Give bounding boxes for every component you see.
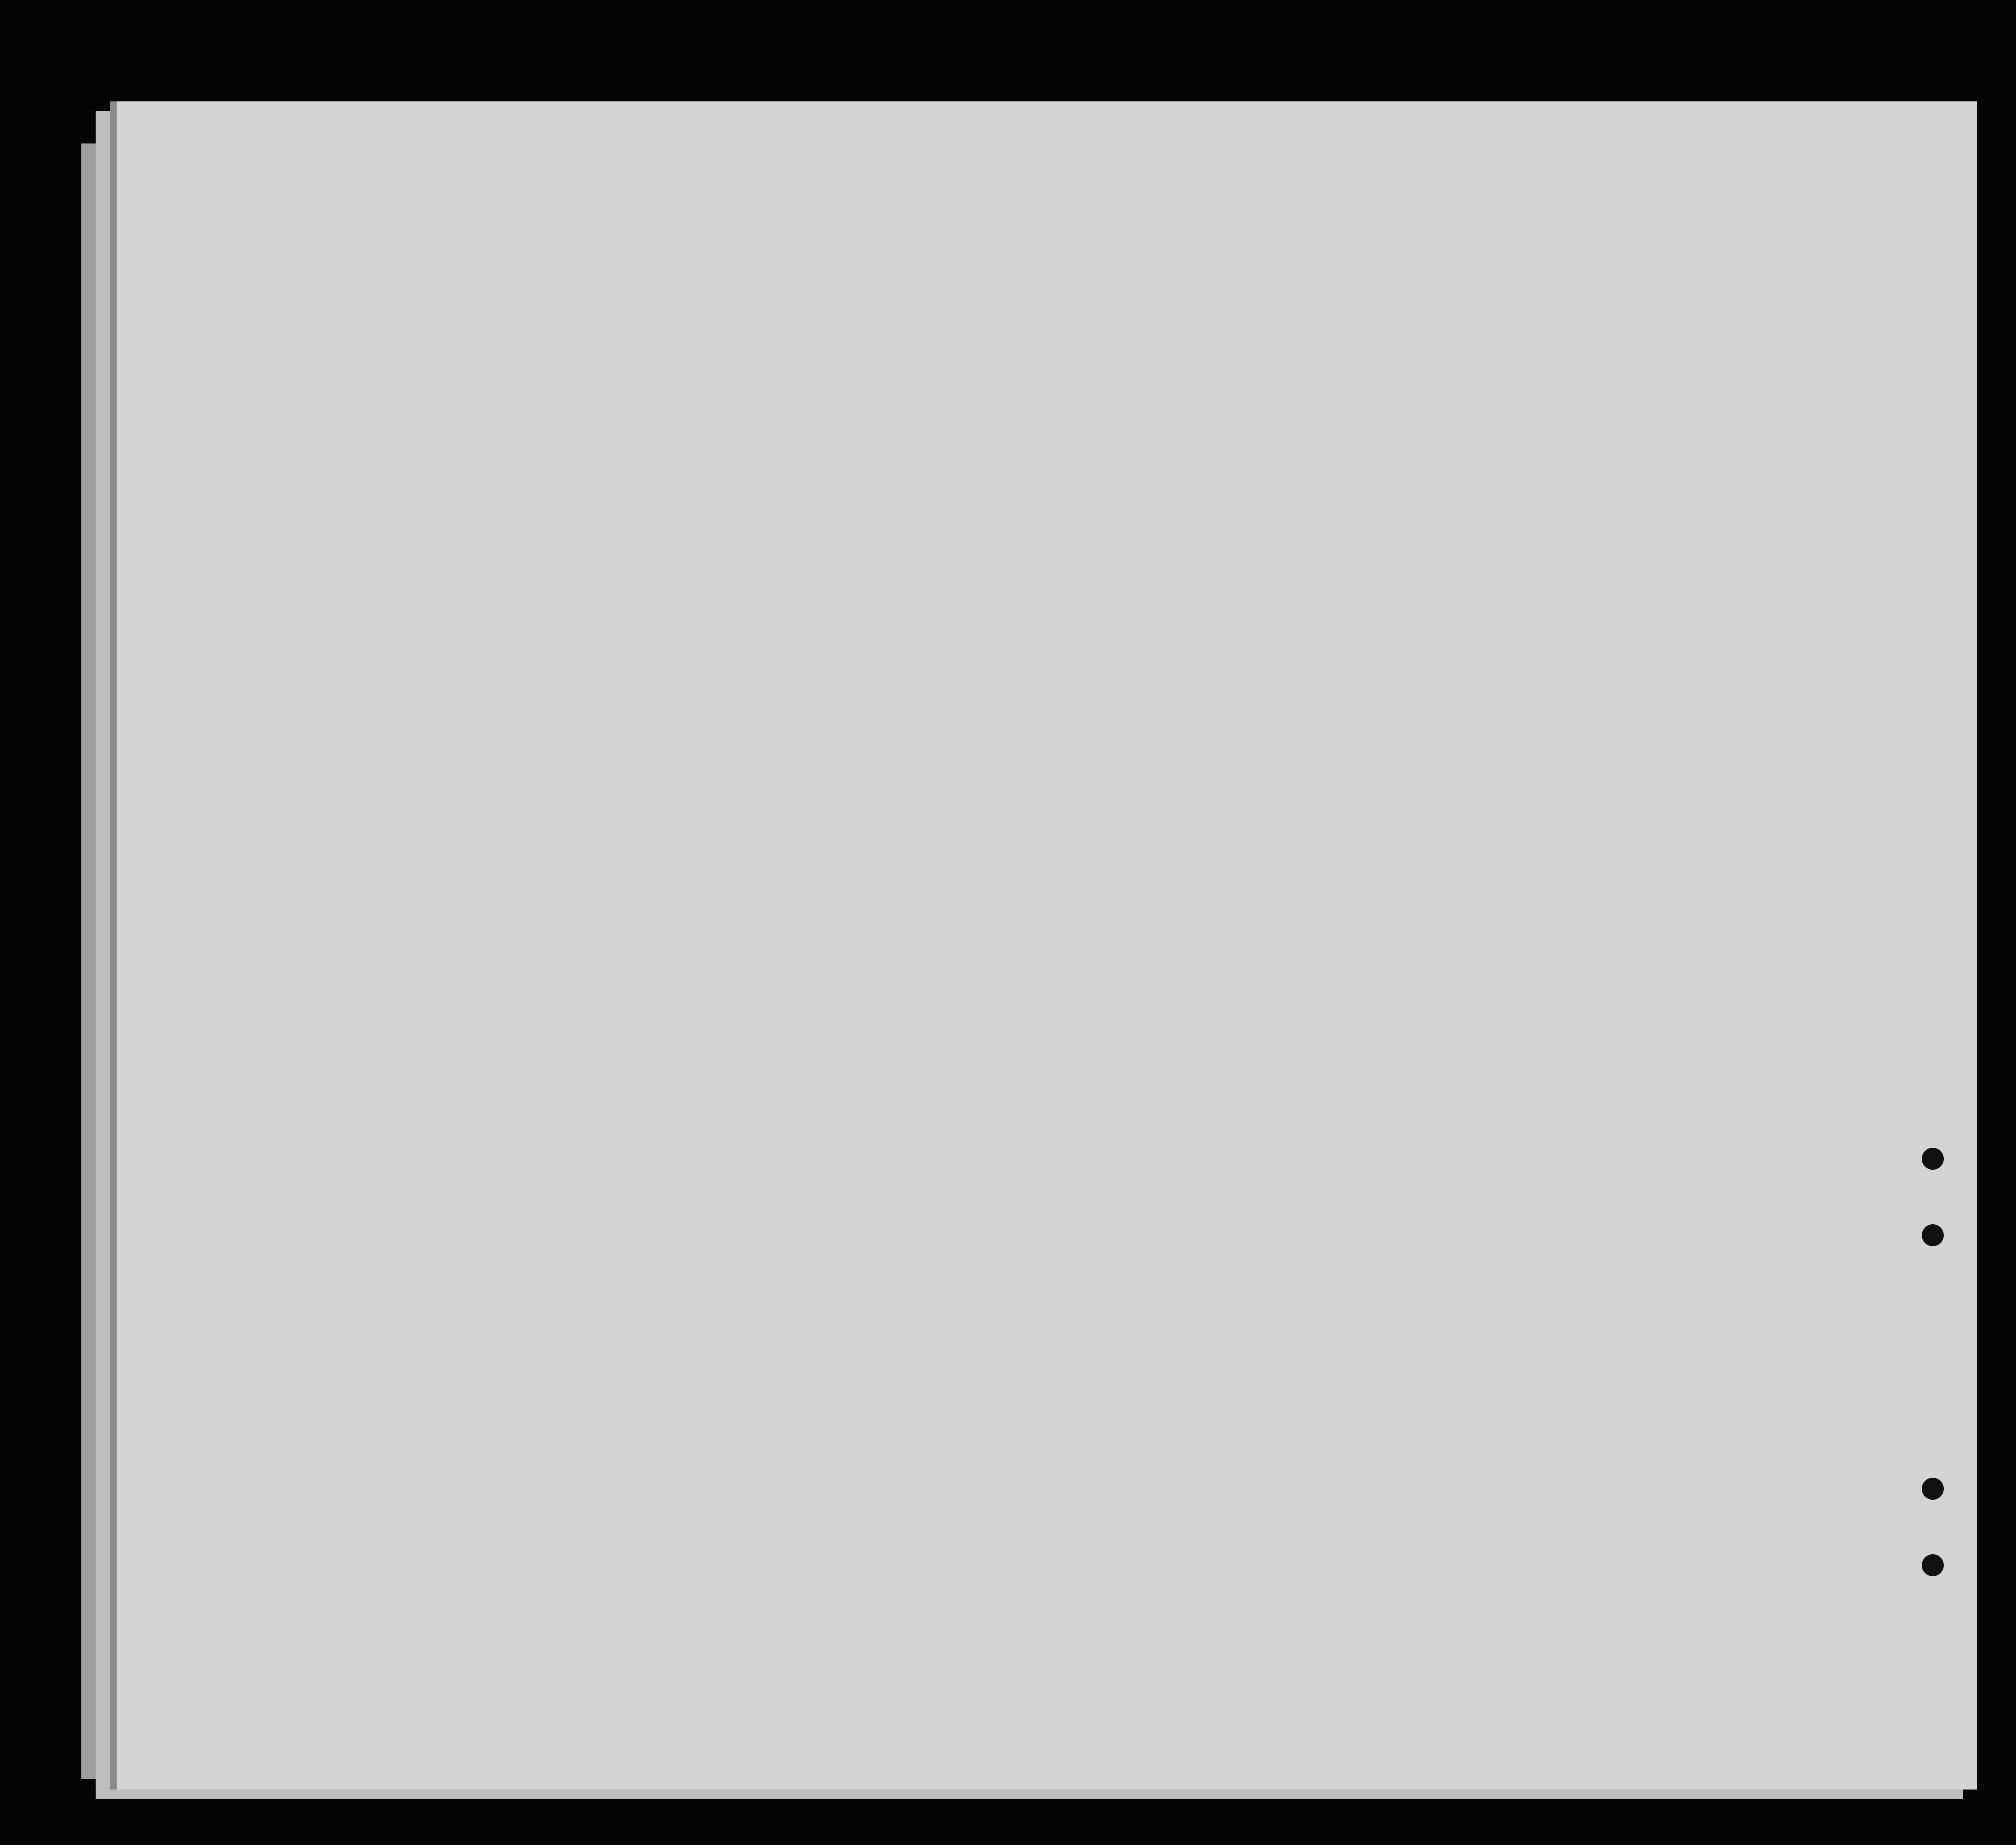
punch-hole [1922, 1148, 1944, 1170]
punch-hole [1922, 1554, 1944, 1576]
manifest-sheet [110, 101, 1977, 1790]
manifest-table [117, 101, 1977, 1790]
punch-hole [1922, 1478, 1944, 1500]
punch-hole [1922, 1224, 1944, 1246]
